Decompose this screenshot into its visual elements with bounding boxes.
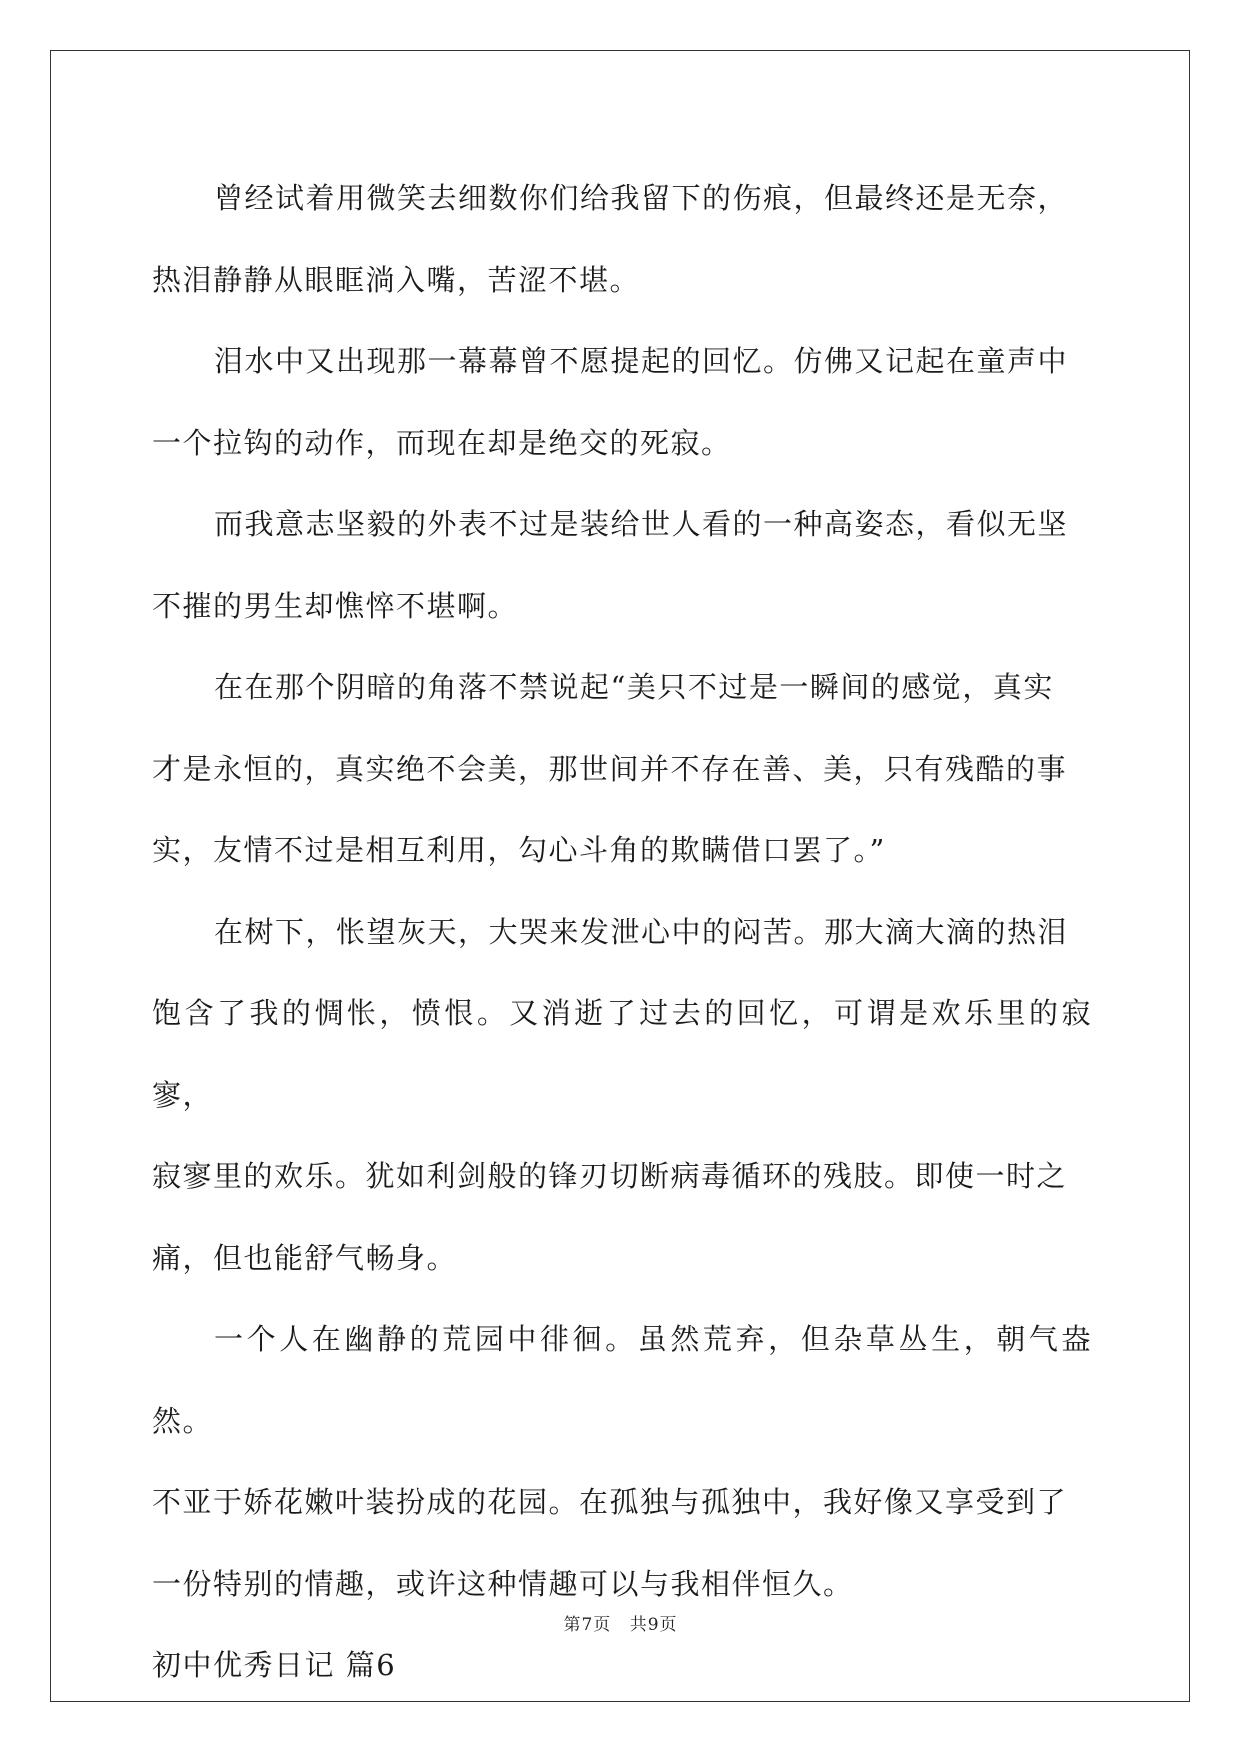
text-line: 一份特别的情趣，或许这种情趣可以与我相伴恒久。 — [152, 1566, 854, 1601]
paragraph-5 — [152, 892, 1092, 1300]
text-line: 在在那个阴暗的角落不禁说起“美只不过是一瞬间的感觉，真实 — [214, 670, 1054, 704]
page-footer — [0, 1610, 1241, 1635]
text-line: 寂寥里的欢乐。犹如利剑般的锋刃切断病毒循环的残肢。即使一时之 — [152, 1159, 1068, 1193]
text-line: 实，友情不过是相互利用，勾心斗角的欺瞒借口罢了。” — [152, 833, 886, 867]
text-line: 才是永恒的，真实绝不会美，那世间并不存在善、美，只有残酷的事 — [152, 751, 1068, 786]
page-number: 第7页 — [563, 1615, 612, 1635]
paragraph-6 — [152, 1299, 1092, 1625]
text-line: 不亚于娇花嫩叶装扮成的花园。在孤独与孤独中，我好像又享受到了 — [152, 1485, 1068, 1519]
text-line: 饱含了我的惆怅，愤恨。又消逝了过去的回忆，可谓是欢乐里的寂寥， — [152, 996, 1092, 1112]
text-line: 一个人在幽静的荒园中徘徊。虽然荒弃，但杂草丛生，朝气盎然。 — [152, 1322, 1092, 1438]
text-line: 痛，但也能舒气畅身。 — [152, 1240, 458, 1275]
text-line: 热泪静静从眼眶淌入嘴，苦涩不堪。 — [152, 262, 641, 297]
text-line: 泪水中又出现那一幕幕曾不愿提起的回忆。仿佛又记起在童声中 — [214, 344, 1069, 378]
text-line: 一个拉钩的动作，而现在却是绝交的死寂。 — [152, 425, 732, 460]
text-line: 在树下，怅望灰天，大哭来发泄心中的闷苦。那大滴大滴的热泪 — [214, 914, 1069, 949]
paragraph-4 — [152, 647, 1092, 892]
document-body — [152, 158, 1092, 1707]
page-total: 共9页 — [629, 1615, 678, 1635]
text-line: 曾经试着用微笑去细数你们给我留下的伤痕，但最终还是无奈， — [214, 181, 1069, 215]
text-line: 不摧的男生却憔悴不堪啊。 — [152, 588, 519, 623]
text-line: 而我意志坚毅的外表不过是装给世人看的一种高姿态，看似无坚 — [214, 507, 1069, 541]
section-heading: 初中优秀日记 篇6 — [152, 1648, 397, 1682]
paragraph-2 — [152, 321, 1092, 484]
paragraph-1 — [152, 158, 1092, 321]
paragraph-3 — [152, 484, 1092, 647]
